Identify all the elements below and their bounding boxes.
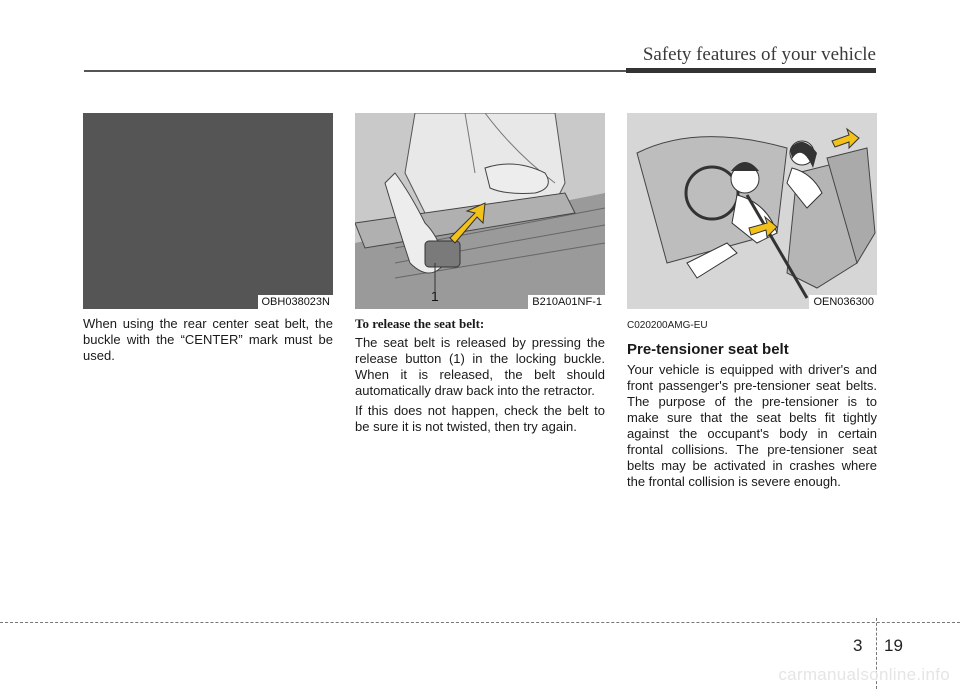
callout-number: 1: [431, 288, 439, 304]
figure-label: B210A01NF-1: [528, 295, 605, 309]
rear-center-note: When using the rear center seat belt, the buckle with the “CENTER” mark must be used.: [83, 316, 333, 363]
release-paragraph-2: If this does not happen, check the belt to be sure it is not twisted, then try again.: [355, 403, 605, 434]
header-title: Safety features of your vehicle: [642, 44, 876, 65]
figure-rear-center-belt: [83, 113, 333, 309]
figure-label: OBH038023N: [258, 295, 334, 309]
belt-release-illustration: [355, 113, 605, 309]
figure-pretensioner: [627, 113, 877, 309]
pretensioner-paragraph: Your vehicle is equipped with driver's and front passenger's pre-tensioner seat belts. The purpose of the pre-tensioner is to make sure that the seat belts fit tightly against the occupant's body in certain frontal collisions. The pre-tensioner seat belts may be activated in crashes where the frontal collision is severe enough.: [627, 362, 877, 489]
figure-belt-release: [355, 113, 605, 309]
column-3: [627, 316, 877, 494]
column-1: [83, 316, 333, 368]
section-title: Pre-tensioner seat belt: [627, 341, 789, 358]
watermark: carmanualsonline.info: [778, 665, 950, 684]
pretensioner-illustration: [627, 113, 877, 309]
figure-label: OEN036300: [809, 295, 877, 309]
section-code: C020200AMG-EU: [627, 320, 708, 331]
page-chapter: 3: [853, 636, 863, 655]
release-paragraph-1: The seat belt is released by pressing the release button (1) in the locking buckle. When it is released, the belt should automatically draw back into the retractor.: [355, 335, 605, 398]
page-number: 19: [884, 636, 903, 655]
footer-rule: [0, 622, 960, 623]
column-2: [355, 316, 605, 439]
header-rule-accent: [626, 68, 876, 73]
release-subhead: To release the seat belt:: [355, 316, 485, 331]
